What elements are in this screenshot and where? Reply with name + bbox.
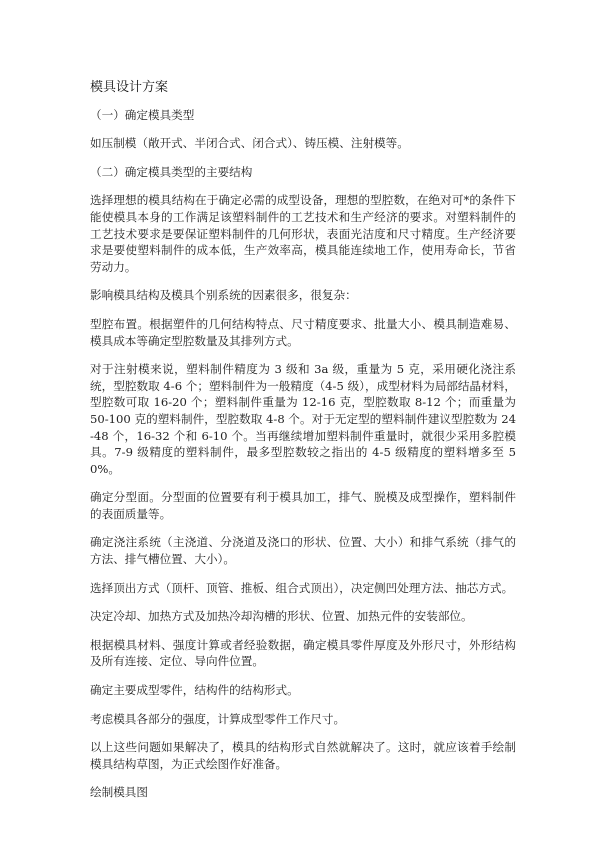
document-title: 模具设计方案	[90, 80, 169, 95]
paragraph: 考虑模具各部分的强度，计算成型零件工作尺寸。	[90, 711, 346, 726]
paragraph: 确定主要成型零件，结构件的结构形式。	[90, 683, 299, 698]
section-heading-1: （一）确定模具类型	[90, 107, 195, 122]
paragraph: 影响模具结构及模具个别系统的因素很多，很复杂：	[90, 288, 357, 303]
paragraph: 确定浇注系统（主浇道、分浇道及浇口的形状、位置、大小）和排气系统（排气的方法、排气槽位置、大小）。	[90, 535, 516, 567]
paragraph: 决定冷却、加热方式及加热冷却沟槽的形状、位置、加热元件的安装部位。	[90, 609, 473, 624]
paragraph: 选择理想的模具结构在于确定必需的成型设备，理想的型腔数，在绝对可*的条件下能使模具本身的工作满足该塑料制件的工艺技术和生产经济的要求。对塑料制件的工艺技术要求是要保证塑料制件的几何形状，表面光洁度和尺寸精度。生产经济要求是要使塑料制件的成本低，生产效率高，模具能连续地工作，使用寿命长，节省劳动力。	[90, 193, 516, 274]
paragraph: 绘制模具图	[90, 785, 148, 800]
paragraph: 型腔布置。根据塑件的几何结构特点、尺寸精度要求、批量大小、模具制造难易、模具成本等确定型腔数量及其排列方式。	[90, 316, 516, 348]
section-heading-2: （二）确定模具类型的主要结构	[90, 164, 253, 179]
paragraph: 选择顶出方式（顶杆、顶管、推板、组合式顶出），决定侧凹处理方法、抽芯方式。	[90, 580, 514, 595]
paragraph: 如压制模（敞开式、半闭合式、闭合式）、铸压模、注射模等。	[90, 136, 409, 151]
paragraph: 以上这些问题如果解决了，模具的结构形式自然就解决了。这时，就应该着手绘制模具结构草图，为正式绘图作好准备。	[90, 740, 516, 771]
paragraph: 确定分型面。分型面的位置要有利于模具加工，排气、脱模及成型操作，塑料制件的表面质量等。	[90, 490, 516, 521]
paragraph: 对于注射模来说，塑料制件精度为 3 级和 3a 级，重量为 5 克，采用硬化浇注系统，型腔数取 4-6 个；塑料制件为一般精度（4-5 级），成型材料为局部结晶材料，型腔数可取 16-20 个；塑料制件重量为 12-16 克，型腔数取 8-12 个；而重量为 50-100 克的塑料制件，型腔数取 4-8 个。对于无定型的塑料制件建议型腔数为 24-48 个，16-32 个和 6-10 个。当再继续增加塑料制件重量时，就很少采用多腔模具。7-9 级精度的塑料制件，最多型腔数较之指出的 4-5 级精度的塑料增多至 50%。	[90, 362, 516, 476]
paragraph: 根据模具材料、强度计算或者经验数据，确定模具零件厚度及外形尺寸，外形结构及所有连接、定位、导向件位置。	[90, 637, 516, 669]
